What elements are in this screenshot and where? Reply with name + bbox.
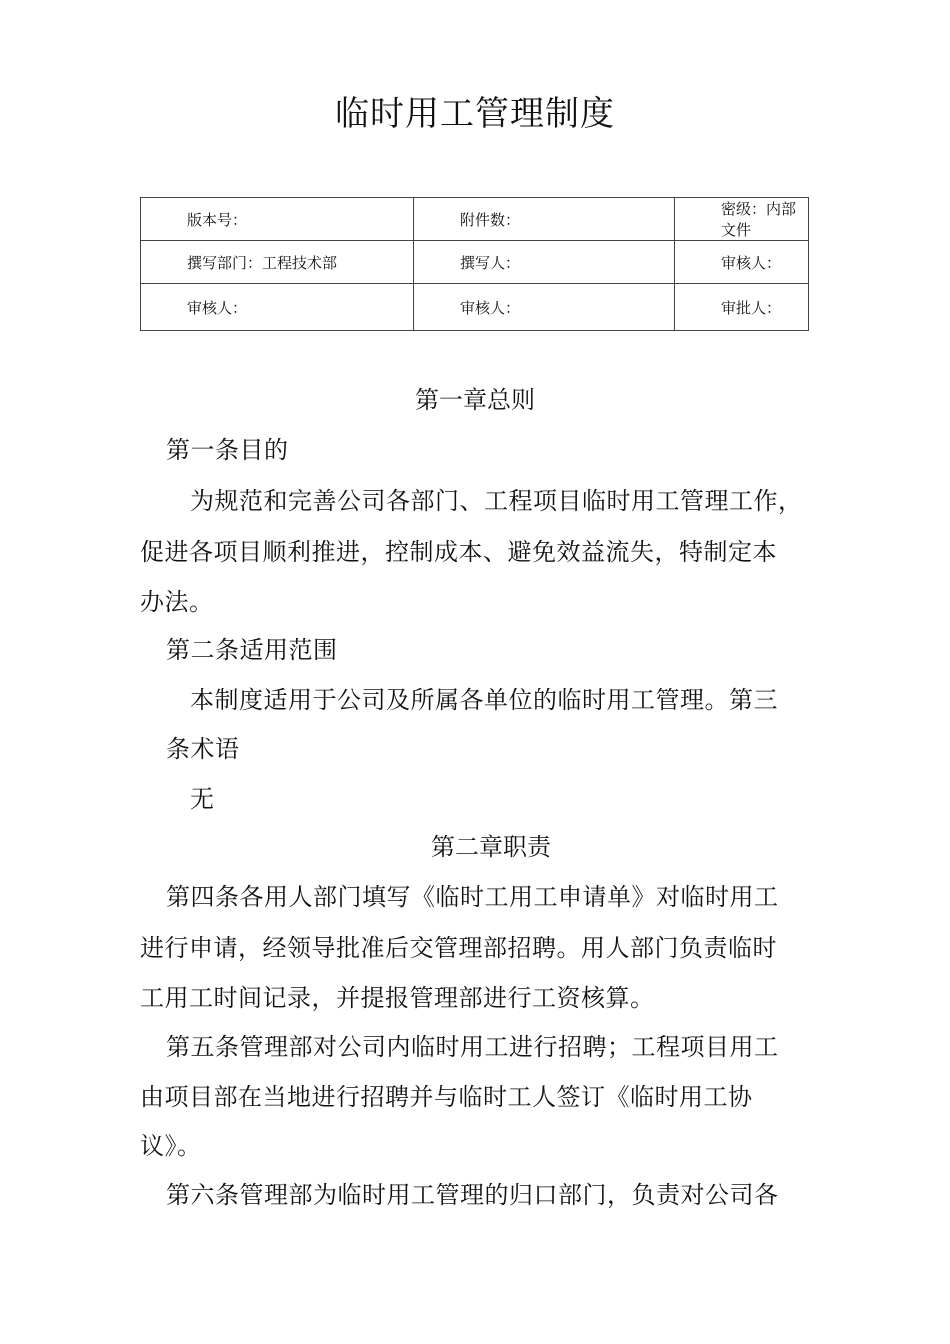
paragraph-line: 第五条管理部对公司内临时用工进行招聘；工程项目用工: [166, 1033, 779, 1061]
chapter-heading: 第一章总则: [415, 386, 535, 414]
paragraph-line: 办法。: [140, 588, 214, 616]
paragraph-line: 本制度适用于公司及所属各单位的临时用工管理。第三: [190, 686, 778, 714]
table-cell: 审核人：: [141, 284, 414, 331]
paragraph-line: 议》。: [140, 1132, 202, 1160]
article-heading: 条术语: [166, 735, 240, 763]
article-heading: 第一条目的: [166, 436, 289, 464]
article-heading: 第二条适用范围: [166, 636, 338, 664]
paragraph-line: 为规范和完善公司各部门、工程项目临时用工管理工作，: [190, 487, 803, 515]
table-cell: 审核人：: [414, 284, 675, 331]
paragraph-line: 工用工时间记录，并提报管理部进行工资核算。: [140, 984, 655, 1012]
paragraph-line: 由项目部在当地进行招聘并与临时工人签订《临时用工协: [140, 1083, 753, 1111]
table-cell: 密级：内部文件: [675, 198, 809, 241]
table-cell: 附件数：: [414, 198, 675, 241]
table-cell: 审核人：: [675, 241, 809, 284]
table-cell: 版本号：: [141, 198, 414, 241]
paragraph-line: 促进各项目顺利推进，控制成本、避免效益流失，特制定本: [140, 538, 777, 566]
table-row: [141, 198, 809, 241]
document-title: 临时用工管理制度: [335, 94, 615, 134]
table-cell: 审批人：: [675, 284, 809, 331]
table-cell: 撰写人：: [414, 241, 675, 284]
chapter-heading: 第二章职责: [431, 833, 551, 861]
table-cell: 撰写部门：工程技术部: [141, 241, 414, 284]
paragraph-line: 第六条管理部为临时用工管理的归口部门，负责对公司各: [166, 1181, 779, 1209]
paragraph-line: 第四条各用人部门填写《临时工用工申请单》对临时用工: [166, 883, 779, 911]
paragraph-line: 无: [190, 785, 215, 813]
document-info-table: [140, 197, 809, 331]
paragraph-line: 进行申请，经领导批准后交管理部招聘。用人部门负责临时: [140, 934, 777, 962]
table-row: [141, 241, 809, 284]
table-row: [141, 284, 809, 331]
